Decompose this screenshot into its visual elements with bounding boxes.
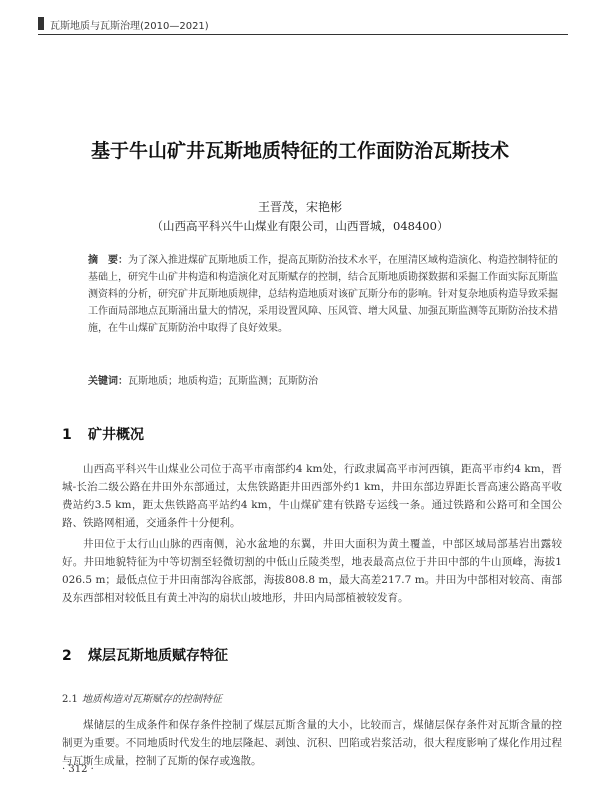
section-title: 煤层瓦斯地质赋存特征	[88, 648, 228, 664]
section-heading	[62, 645, 228, 665]
section-number: 1	[62, 427, 72, 443]
section-heading	[62, 424, 144, 444]
subsection-title: 地质构造对瓦斯赋存的控制特征	[82, 694, 222, 705]
abstract-label: 摘 要：	[88, 255, 128, 266]
keywords-text: 瓦斯地质；地质构造；瓦斯监测；瓦斯防治	[128, 376, 318, 387]
keywords	[88, 372, 558, 387]
paper-title: 基于牛山矿井瓦斯地质特征的工作面防治瓦斯技术	[90, 140, 509, 162]
paragraph: 煤储层的生成条件和保存条件控制了煤层瓦斯含量的大小，比较而言，煤储层保存条件对瓦斯含量的控制更为重要。不同地质时代发生的地层隆起、剥蚀、沉积、凹陷或岩浆活动，很大程度影响了煤化作用过程与瓦斯生成量，控制了瓦斯的保存或逸散。	[62, 719, 562, 767]
subsection-heading	[62, 690, 222, 705]
running-header	[38, 14, 568, 35]
header-marker	[38, 17, 44, 30]
authors: 王晋茂，宋艳彬	[257, 200, 342, 214]
section-number: 2	[62, 648, 72, 664]
page-number: · 312 ·	[62, 764, 94, 775]
abstract-text: 为了深入推进煤矿瓦斯地质工作，提高瓦斯防治技术水平，在厘清区域构造演化、构造控制特征的基础上，研究牛山矿井构造和构造演化对瓦斯赋存的控制，结合瓦斯地质勘探数据和采掘工作面实际瓦斯监测资料的分析，研究矿井瓦斯地质规律，总结构造地质对该矿瓦斯分布的影响。针对复杂地质构造导致采掘工作面局部地点瓦斯涌出量大的情况，采用设置风障、压风管、增大风量、加强瓦斯监测等瓦斯防治技术措施，在牛山煤矿瓦斯防治中取得了良好效果。	[88, 255, 558, 334]
keywords-label: 关键词：	[88, 376, 128, 387]
journal-name: 瓦斯地质与瓦斯治理(2010—2021)	[50, 21, 209, 32]
paragraph: 山西高平科兴牛山煤业公司位于高平市南部约4 km处，行政隶属高平市河西镇，距高平市约4 km，晋城-长治二级公路在井田外东部通过，太焦铁路距井田西部外约1 km，井田东部边界距长晋高速公路高平收费站约3.5 km，距太焦铁路高平站约4 km，牛山煤矿建有铁路专运线一条。通过铁路和公路可和全国公路、铁路网相通，交通条件十分便利。	[62, 463, 562, 529]
affiliation: （山西高平科兴牛山煤业有限公司，山西晋城，048400）	[151, 219, 449, 233]
abstract	[88, 252, 558, 337]
paragraph: 井田位于太行山山脉的西南侧，沁水盆地的东翼，井田大面积为黄土覆盖，中部区域局部基岩出露较好。井田地貌特征为中等切割至轻微切割的中低山丘陵类型，地表最高点位于井田中部的牛山顶峰，海拔1 026.5 m；最低点位于井田南部沟谷底部，海拔808.8 m，最大高差217.7 m。井田为中部相对较高、南部及东西部相对较低且有黄土冲沟的扇状山坡地形，井田内局部植被较发育。	[62, 538, 562, 604]
subsection-number: 2.1	[62, 694, 78, 705]
section-title: 矿井概况	[88, 427, 144, 443]
